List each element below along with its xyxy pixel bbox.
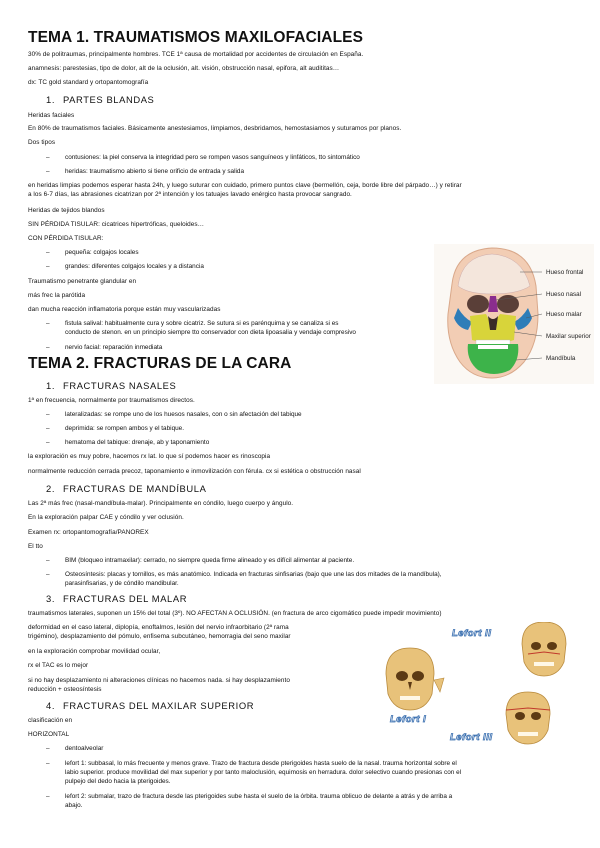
paragraph: Heridas de tejidos blandos xyxy=(28,207,105,214)
paragraph: traumatismos laterales, suponen un 15% del total (3º). NO AFECTAN A OCLUSIÓN. (en fractura de arco cigomático puede impedir movimiento) xyxy=(28,610,442,617)
paragraph: rx el TAC es lo mejor xyxy=(28,662,89,669)
section-heading-fracturas-malar: 3. FRACTURAS DEL MALAR xyxy=(46,593,188,604)
paragraph: El tto xyxy=(28,543,43,550)
document-page: TEMA 1. TRAUMATISMOS MAXILOFACIALES 30% de politraumas, principalmente hombres. TCE 1ª causa de mortalidad por accidentes de circulación en España. anamnesis: parestesias, tipo de dolor, alt de la oclusión, alt. visión, obstrucción nasal, epifora, alt audititas… dx: TC gold standard y ortopantomografía 1. PARTES BLANDAS Heridas faciales En 80% de traumatismos faciales. Básicamente anestesiamos, limpiamos, desbridamos, hemostasiamos y suturamos por planos. Dos tipos – contusiones: la piel conserva la integridad pero se rompen vasos sanguíneos y linfáticos, tto sintomático – heridas: traumatismo abierto si tiene orificio de entrada y salida en heridas limpias podemos esperar hasta 24h, y luego suturar con cuidado, primero puntos clave (bermellón, ceja, borde libre del párpado…) y retirar a los 6-7 días, las abrasiones cicatrizan por 2ª intención y los tatuajes lavado enérgico hasta provocar sangrado. Heridas de tejidos blandos SIN PÉRDIDA TISULAR: cicatrices hipertróficas, queloides… CON PÉRDIDA TISULAR: – pequeña: colgajos locales – grandes: diferentes colgajos locales y a distancia Traumatismo penetrante glandular en más frec la parótida dan mucha reacción inflamatoria porque están muy vascularizadas – fistula salival: habitualmente cura y sobre cicatriz. Se sutura si es parénquima y se canaliza si es conducto de stenon. en un principio siempre tto conservador con dieta lipoasalia y vendaje compresivo – nervio facial: reparación inmediata Hueso frontal Hueso nasal Hueso malar Maxilar superior Mandíbula TEMA 2. FRACTURAS DE LA CARA 1. FRACTURAS NASALES 1ª en frecuencia, normalmente por traumatismos directos. – lateralizadas: se rompe uno de los huesos nasales, con o sin afectación del tabique – deprimida: se rompen ambos y el tabique. – hematoma del tabique: drenaje, ab y taponamiento la exploración es muy pobre, hacemos rx lat. lo que sí podemos hacer es rinoscopia normalmente reducción cerrada precoz, taponamiento e inmovilización con férula. cx si estética o obstrucción nasal 2. FRACTURAS DE MANDÍBULA Las 2ª más frec (nasal-mandíbula-malar). Principalmente en cóndilo, luego cuerpo y ángulo. En la exploración palpar CAE y cóndilo y ver oclusión. Examen rx: ortopantomografía/PANOREX El tto – BIM (bloqueo intramaxilar): cerrado, no siempre queda firme alineado y es difícil alimentar al paciente. – Osteosíntesis: placas y tornillos, es más anatómico. Indicada en fracturas sinfisarias (bajo que une las dos mitades de la mandíbula), parasinfisarias, y de cóndilo mandibular. 3. FRACTURAS DEL MALAR traumatismos laterales, suponen un 15% del total (3º). NO AFECTAN A OCLUSIÓN. (en fractura de arco cigomático puede impedir movimiento) deformidad en el caso lateral, diplopía, enoftalmos, lesión del nervio infraorbitario (2ª rama trigémino), desplazamiento del pómulo, enfisema subcutáneo, hemorragia del seno maxilar en la exploración comprobar movilidad ocular, rx el TAC es lo mejor si no hay desplazamiento ni alteraciones clínicas no hacemos nada. si hay desplazamiento reducción + osteosíntesis 4. FRACTURAS DEL MAXILAR SUPERIOR clasificación en HORIZONTAL – dentoalveolar – lefort 1: subbasal, lo más frecuente y menos grave. Trazo de fractura desde pterigoides hasta suelo de la nasal. trauma horizontal sobre el labio superior. produce movilidad del max superior y por tanto maloclusión, equimosis en herradura. dolor selectivo cuando presionas con el pulpejo del dedo hacia la pterigoides. – lefort 2: submalar, trazo de fractura desde las pterigoides sube hasta el suelo de la órbita. trauma oblicuo de delante a atrás y de arriba a abajo. Lefort II Lefort I Lefort III xyxy=(0,0,600,848)
paragraph: En la exploración palpar CAE y cóndilo y ver oclusión. xyxy=(28,514,184,521)
paragraph: Heridas faciales xyxy=(28,112,75,119)
paragraph: Las 2ª más frec (nasal-mandíbula-malar). Principalmente en cóndilo, luego cuerpo y ángulo. xyxy=(28,500,294,507)
paragraph: si no hay desplazamiento ni alteraciones clínicas no hacemos nada. si hay desplazamiento xyxy=(28,677,290,684)
skull-bones-figure xyxy=(434,244,594,384)
heading-tema-1: TEMA 1. TRAUMATISMOS MAXILOFACIALES xyxy=(28,29,364,46)
paragraph: 30% de politraumas, principalmente hombres. TCE 1ª causa de mortalidad por accidentes de circulación en España. xyxy=(28,51,364,58)
paragraph: en heridas limpias podemos esperar hasta 24h, y luego suturar con cuidado, primero puntos clave (bermellón, ceja, borde libre del párpado…) y retirar xyxy=(28,182,462,189)
paragraph: En 80% de traumatismos faciales. Básicamente anestesiamos, limpiamos, desbridamos, hemostasiamos y suturamos por planos. xyxy=(28,125,402,132)
paragraph: SIN PÉRDIDA TISULAR: cicatrices hipertróficas, queloides… xyxy=(28,221,205,228)
paragraph: anamnesis: parestesias, tipo de dolor, alt de la oclusión, alt. visión, obstrucción nasal, epifora, alt audititas… xyxy=(28,65,340,72)
paragraph: HORIZONTAL xyxy=(28,731,70,738)
heading-tema-2: TEMA 2. FRACTURAS DE LA CARA xyxy=(28,355,292,372)
paragraph: Examen rx: ortopantomografía/PANOREX xyxy=(28,529,149,536)
paragraph: Traumatismo penetrante glandular en xyxy=(28,278,137,285)
lefort-fractures-figure xyxy=(382,622,594,752)
paragraph: normalmente reducción cerrada precoz, taponamiento e inmovilización con férula. cx si estética o obstrucción nasal xyxy=(28,468,361,475)
paragraph: en la exploración comprobar movilidad ocular, xyxy=(28,648,161,655)
section-heading-fracturas-mandibula: 2. FRACTURAS DE MANDÍBULA xyxy=(46,483,207,494)
paragraph: clasificación en xyxy=(28,717,73,724)
paragraph: dx: TC gold standard y ortopantomografía xyxy=(28,79,149,86)
section-heading-fracturas-nasales: 1. FRACTURAS NASALES xyxy=(46,380,177,391)
label-maxilar-superior: Maxilar superior xyxy=(546,333,591,340)
paragraph: CON PÉRDIDA TISULAR: xyxy=(28,235,104,242)
paragraph: 1ª en frecuencia, normalmente por traumatismos directos. xyxy=(28,397,195,404)
paragraph: reducción + osteosíntesis xyxy=(28,686,102,693)
section-heading-fracturas-maxilar: 4. FRACTURAS DEL MAXILAR SUPERIOR xyxy=(46,700,255,711)
paragraph: dan mucha reacción inflamatoria porque están muy vascularizadas xyxy=(28,306,221,313)
label-lefort-1: Lefort I xyxy=(390,714,427,725)
label-mandibula: Mandíbula xyxy=(546,355,576,362)
paragraph: trigémino), desplazamiento del pómulo, enfisema subcutáneo, hemorragia del seno maxilar xyxy=(28,633,291,640)
label-lefort-3: Lefort III xyxy=(450,732,493,743)
label-lefort-2: Lefort II xyxy=(452,628,492,639)
paragraph: deformidad en el caso lateral, diplopía, enoftalmos, lesión del nervio infraorbitario (2ª rama xyxy=(28,624,289,631)
label-hueso-frontal: Hueso frontal xyxy=(546,269,584,276)
section-heading-partes-blandas: 1. PARTES BLANDAS xyxy=(46,94,155,105)
label-hueso-malar: Hueso malar xyxy=(546,311,582,318)
paragraph: la exploración es muy pobre, hacemos rx lat. lo que sí podemos hacer es rinoscopia xyxy=(28,453,271,460)
paragraph: a los 6-7 días, las abrasiones cicatrizan por 2ª intención y los tatuajes lavado enérgico hasta provocar sangrado. xyxy=(28,191,352,198)
paragraph: más frec la parótida xyxy=(28,292,86,299)
paragraph: Dos tipos xyxy=(28,139,56,146)
label-hueso-nasal: Hueso nasal xyxy=(546,291,582,298)
